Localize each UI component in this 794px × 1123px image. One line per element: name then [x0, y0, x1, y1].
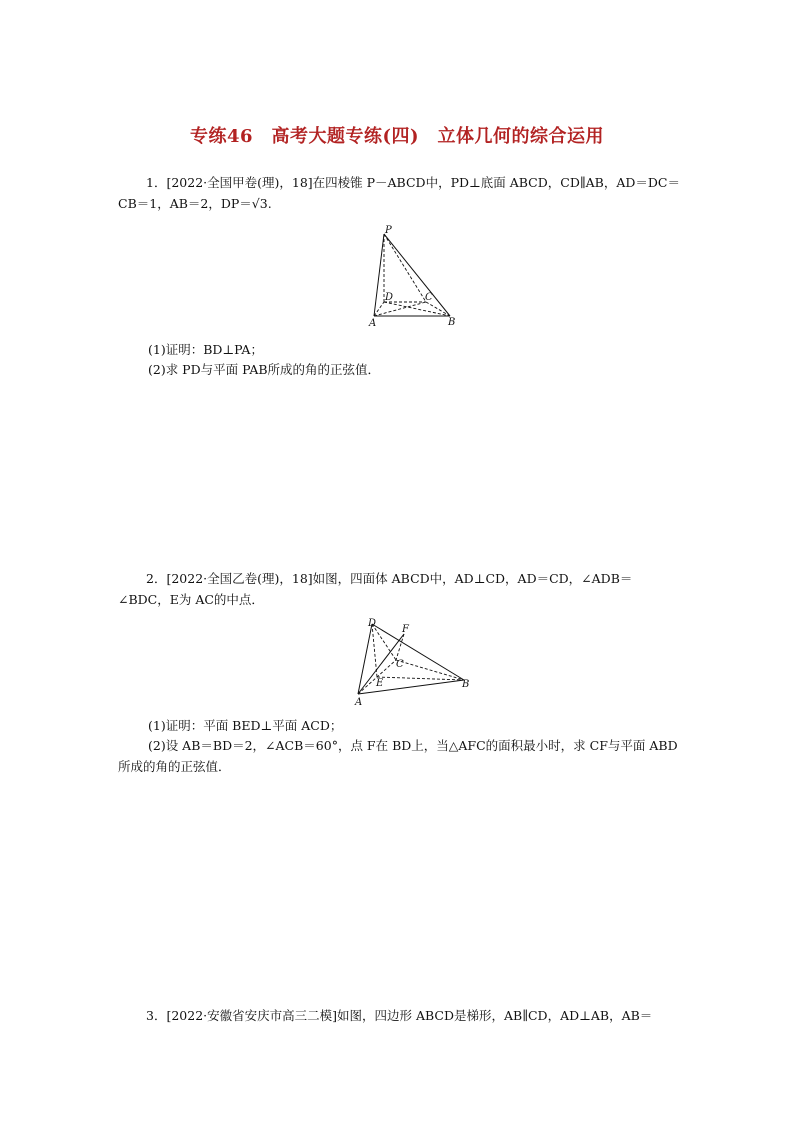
- label-C: C: [396, 659, 404, 670]
- problem-1-pyramid-figure: [364, 224, 464, 328]
- problem-2-question-2-line-1: (2)设 AB＝BD＝2，∠ACB＝60°，点 F在 BD上，当△AFC的面积最小时，求 CF与平面 ABD: [148, 738, 678, 753]
- label-B: B: [448, 317, 456, 328]
- page-title: 专练46 高考大题专练(四) 立体几何的综合运用: [189, 126, 605, 147]
- label-B: B: [462, 679, 470, 690]
- label-C: C: [425, 292, 433, 303]
- label-F: F: [402, 624, 409, 635]
- problem-1-question-2: (2)求 PD与平面 PAB所成的角的正弦值．: [148, 362, 381, 377]
- problem-2-question-2-line-2: 所成的角的正弦值．: [118, 759, 231, 774]
- label-D: D: [368, 618, 377, 629]
- problem-2-stem-line-1: 2．[2022·全国乙卷(理)，18]如图，四面体 ABCD中，AD⊥CD，AD＝CD，∠ADB＝: [146, 571, 633, 586]
- problem-1-stem-line-2: CB＝1，AB＝2，DP＝√3.: [118, 196, 272, 211]
- label-D: D: [385, 292, 394, 303]
- problem-1-stem-line-1: 1．[2022·全国甲卷(理)，18]在四棱锥 P－ABCD中，PD⊥底面 ABCD，CD∥AB，AD＝DC＝: [146, 175, 680, 190]
- label-A: A: [369, 318, 377, 328]
- label-E: E: [376, 678, 384, 689]
- label-A: A: [355, 697, 363, 708]
- problem-2-stem-line-2: ∠BDC，E为 AC的中点．: [118, 592, 264, 607]
- problem-1-question-1: (1)证明：BD⊥PA；: [148, 342, 263, 357]
- problem-2-question-1: (1)证明：平面 BED⊥平面 ACD；: [148, 718, 343, 733]
- problem-3-stem-line-1: 3．[2022·安徽省安庆市高三二模]如图，四边形 ABCD是梯形，AB∥CD，AD⊥AB，AB＝: [146, 1008, 653, 1023]
- problem-2-tetrahedron-figure: [352, 614, 476, 708]
- label-P: P: [385, 225, 392, 236]
